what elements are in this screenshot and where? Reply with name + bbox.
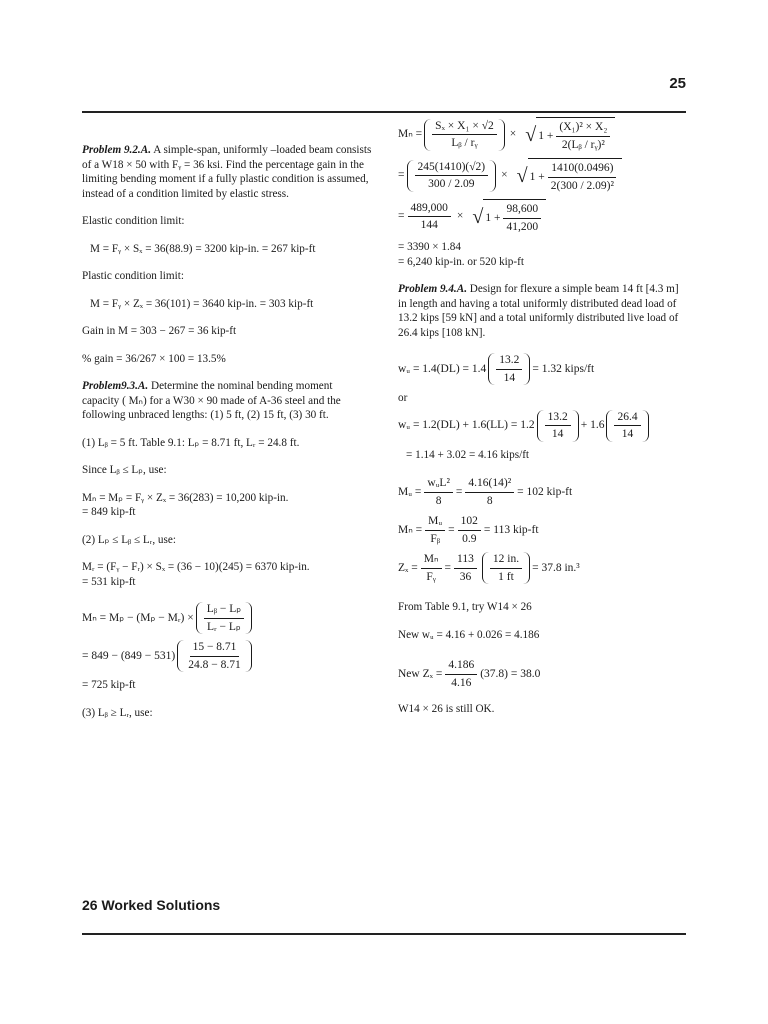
mn-step-4: = 6,240 kip-in. or 520 kip-ft [398,255,524,268]
eq-lhs: Mᵤ = [398,485,422,498]
fraction-denominator: 8 [486,494,493,507]
problem-text: Design for flexure a simple beam 14 ft [4.3 m] in length and having a total uniformly distributed dead load of 13.2 kips [59 kN] and a total uniformly distributed live load of 26.4 kips [108 kN]. [398,283,679,339]
sqrt-one: 1 + [485,211,501,224]
problem-9-4-a [398,282,688,340]
paren-group [407,160,497,192]
mn-step-1 [398,158,688,193]
fraction-denominator: 144 [420,219,438,231]
table-try-line: From Table 9.1, try W14 × 26 [398,601,532,613]
eq-rhs: (37.8) = 38.0 [480,667,541,680]
mn-result: = 725 kip-ft [82,679,136,691]
mn-ltb-equation [398,117,688,152]
sqrt-one: 1 + [529,170,545,183]
sqrt-one: 1 + [538,129,554,142]
fraction-numerator: wᵤL² [424,476,453,493]
fraction-numerator: 15 − 8.71 [190,640,240,657]
fraction-denominator: 2(Lᵦ / rᵧ)² [561,138,605,151]
fraction [454,552,477,584]
wu-combined-equation [398,410,688,442]
eq-lhs: Mₙ = [398,523,423,536]
fraction [185,640,244,672]
mn-step-2 [398,199,688,234]
fraction [465,476,514,508]
fraction [204,602,244,634]
times-sign: × [509,128,517,141]
gain-line: Gain in M = 303 − 267 = 36 kip-ft [82,325,237,337]
eq-mid: + 1.6 [580,419,605,432]
fraction-denominator: 41,200 [506,220,539,233]
problem-title: Problem 9.4.A. [398,283,467,295]
footer-rule [82,933,686,935]
fraction-numerator: 12 in. [490,552,522,569]
elastic-equation: M = Fᵧ × Sₓ = 36(88.9) = 3200 kip-in. = 267 kip-ft [90,242,316,255]
mn-plastic-result: = 849 kip-ft [82,506,136,518]
fraction-numerator: 13.2 [545,410,571,427]
equals-sign: = [448,523,455,536]
fraction-numerator: 113 [454,552,477,569]
fraction-denominator: Lᵣ − Lₚ [207,620,241,633]
square-root [517,158,622,193]
mn-plastic-line: Mₙ = Mₚ = Fᵧ × Zₓ = 36(283) = 10,200 kip-in. [82,491,289,504]
fraction-numerator: 26.4 [614,410,640,427]
eq-lhs: wᵤ = 1.2(DL) + 1.6(LL) = 1.2 [398,419,535,432]
fraction-numerator: 13.2 [496,353,522,370]
fraction-numerator: 98,600 [503,202,541,219]
eq-rhs: = 1.32 kips/ft [532,362,595,375]
eq-rhs: = 37.8 in.³ [532,561,580,574]
equals-sign: = [398,169,405,182]
mr-result: = 531 kip-ft [82,575,136,588]
fraction-numerator: Mᵤ [425,514,445,531]
wu-dead-load-equation [398,353,688,385]
fraction-denominator: 14 [621,428,634,440]
fraction-numerator: 4.186 [445,658,477,675]
fraction-denominator: 36 [459,570,472,583]
footer-title: 26 Worked Solutions [82,897,221,913]
new-wu-line: New wᵤ = 4.16 + 0.026 = 4.186 [398,628,540,641]
case-3-line: (3) Lᵦ ≥ Lᵣ, use: [82,706,153,719]
radical-body [528,158,622,193]
fraction-numerator: Mₙ [421,552,442,569]
plastic-equation: M = Fᵧ × Zₓ = 36(101) = 3640 kip-in. = 303 kip-ft [90,297,314,310]
radical-body [536,117,615,152]
mn-step-3: = 3390 × 1.84 [398,241,461,253]
fraction [425,514,445,546]
mn-required-equation [398,514,688,546]
fraction-denominator: 4.16 [451,676,472,689]
left-column [82,143,372,733]
ok-line: W14 × 26 is still OK. [398,703,495,715]
fraction-denominator: 1 ft [498,570,514,583]
eq-lhs: wᵤ = 1.4(DL) = 1.4 [398,362,487,375]
square-root [525,117,615,152]
fraction-denominator: 14 [503,371,516,384]
fraction [421,552,442,584]
eq-lhs: Zₓ = [398,561,418,574]
paren-group [177,640,252,672]
fraction-numerator: 1410(0.0496) [548,161,616,178]
paren-group [196,602,252,634]
radical-sign: √ [516,164,528,187]
paren-group [424,119,505,151]
wu-result: = 1.14 + 3.02 = 4.16 kips/ft [406,448,530,461]
equals-sign: = [455,485,463,498]
mn-substitution-equation [82,640,372,672]
eq-lhs: Mₙ = [398,128,423,141]
fraction [614,410,640,442]
or-text: or [398,392,408,404]
mn-interpolation-equation [82,602,372,634]
problem-9-3-a [82,379,372,423]
problem-title: Problem 9.2.A. [82,144,151,156]
fraction [432,119,497,151]
fraction [548,161,617,193]
fraction [556,120,610,152]
fraction-denominator: 0.9 [462,532,477,545]
fraction [424,476,453,508]
new-zx-equation [398,658,688,690]
percent-gain-line: % gain = 36/267 × 100 = 13.5% [82,352,226,365]
equals-sign: = [444,561,452,574]
fraction-numerator: Sₓ × X₁ × √2 [432,119,497,136]
fraction-denominator: 14 [551,428,564,440]
since-line: Since Lᵦ ≤ Lₚ, use: [82,464,167,476]
radical-sign: √ [472,205,484,228]
mr-line: Mᵣ = (Fᵧ − Fᵣ) × Sₓ = (36 − 10)(245) = 6370 kip-in. [82,561,310,573]
fraction [458,514,481,546]
case-1-line: (1) Lᵦ = 5 ft. Table 9.1: Lₚ = 8.71 ft, Lᵣ = 24.8 ft. [82,436,300,449]
fraction [496,353,522,385]
problem-9-2-a [82,143,372,201]
fraction-denominator: 2(300 / 2.09)² [550,179,614,192]
eq-rhs: = 113 kip-ft [483,523,539,536]
eq-lhs: Mₙ = Mₚ − (Mₚ − Mᵣ) × [82,611,194,624]
fraction [545,410,571,442]
paren-group [537,410,579,442]
fraction [408,201,451,233]
radical-sign: √ [525,123,537,146]
elastic-label: Elastic condition limit: [82,215,185,227]
page-number: 25 [669,75,686,92]
eq-lhs: New Zₓ = [398,667,443,680]
eq-lhs: = 849 − (849 − 531) [82,649,176,662]
right-column [398,117,688,730]
fraction [445,658,477,690]
fraction [490,552,522,584]
plastic-label: Plastic condition limit: [82,270,184,282]
problem-text: Determine the nominal bending moment capacity ( Mₙ) for a W30 × 90 made of A-36 steel and the following unbraced lengths: (1) 5 ft, (2) 15 ft, (3) 30 ft. [82,380,341,421]
mu-equation [398,476,688,508]
square-root [472,199,546,234]
fraction-denominator: 8 [435,494,442,507]
eq-rhs: = 102 kip-ft [517,485,573,498]
header-rule [82,111,686,113]
fraction-numerator: 245(1410)(√2) [415,160,489,177]
fraction-denominator: 24.8 − 8.71 [188,658,241,671]
fraction-denominator: Fᵧ [426,570,436,583]
paren-group [488,353,530,385]
fraction [503,202,541,234]
paren-group [606,410,648,442]
fraction-numerator: 4.16(14)² [465,476,514,493]
paren-group [482,552,530,584]
problem-title: Problem9.3.A. [82,380,149,392]
fraction [415,160,489,192]
fraction-numerator: 489,000 [408,201,451,218]
equals-sign: = [398,210,405,223]
times-sign: × [456,210,464,223]
case-2-line: (2) Lₚ ≤ Lᵦ ≤ Lᵣ, use: [82,533,176,546]
problem-text: A simple-span, uniformly –loaded beam consists of a W18 × 50 with Fᵧ = 36 ksi. Find the percentage gain in the limiting bending moment if a fully plastic condition is assumed, instead of a condition limited by elastic stress. [82,144,372,200]
fraction-denominator: 300 / 2.09 [428,178,475,190]
fraction-numerator: 102 [458,514,481,531]
fraction-numerator: Lᵦ − Lₚ [204,602,244,619]
fraction-denominator: Fᵦ [430,532,440,545]
zx-equation [398,552,688,584]
fraction-numerator: (X₁)² × X₂ [556,120,610,137]
times-sign: × [501,169,508,182]
fraction-denominator: Lᵦ / rᵧ [451,137,478,149]
radical-body [483,199,546,234]
